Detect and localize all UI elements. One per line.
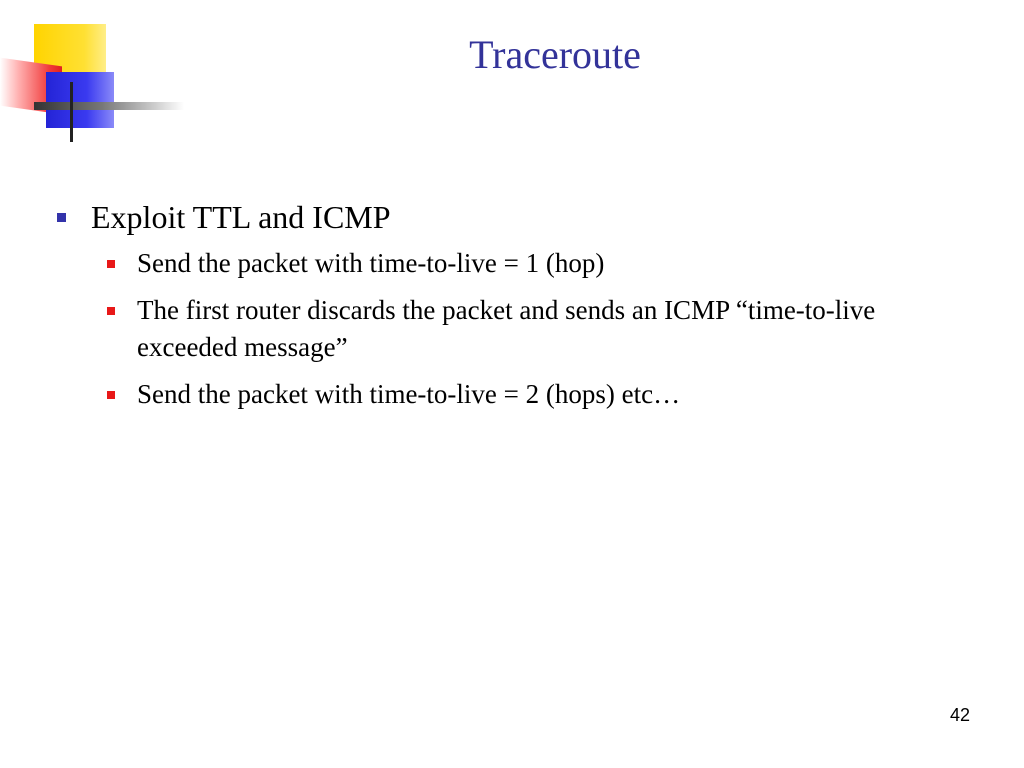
logo-vertical-bar (70, 82, 73, 142)
bullet-level-1 (55, 195, 955, 239)
page-number: 42 (949, 705, 970, 725)
sub-bullet-text: Send the packet with time-to-live = 1 (hop) (137, 248, 605, 278)
sub-bullet-text: The first router discards the packet and sends an ICMP “time-to-live exceeded message” (137, 295, 876, 362)
sub-bullet-list (55, 245, 955, 413)
slide-title: Traceroute (469, 32, 641, 77)
square-bullet-icon (107, 391, 115, 399)
sub-bullet-text: Send the packet with time-to-live = 2 (hops) etc… (137, 379, 681, 409)
bullet-level-2 (55, 376, 955, 413)
square-bullet-icon (107, 307, 115, 315)
logo-blue-square (46, 72, 114, 128)
bullet-text: Exploit TTL and ICMP (91, 199, 391, 235)
bullet-level-2 (55, 245, 955, 282)
logo-horizontal-bar (34, 102, 184, 110)
square-bullet-icon (107, 260, 115, 268)
decorative-logo (0, 0, 200, 150)
square-bullet-icon (57, 213, 66, 222)
bullet-level-2 (55, 292, 955, 366)
slide-content (55, 195, 955, 423)
